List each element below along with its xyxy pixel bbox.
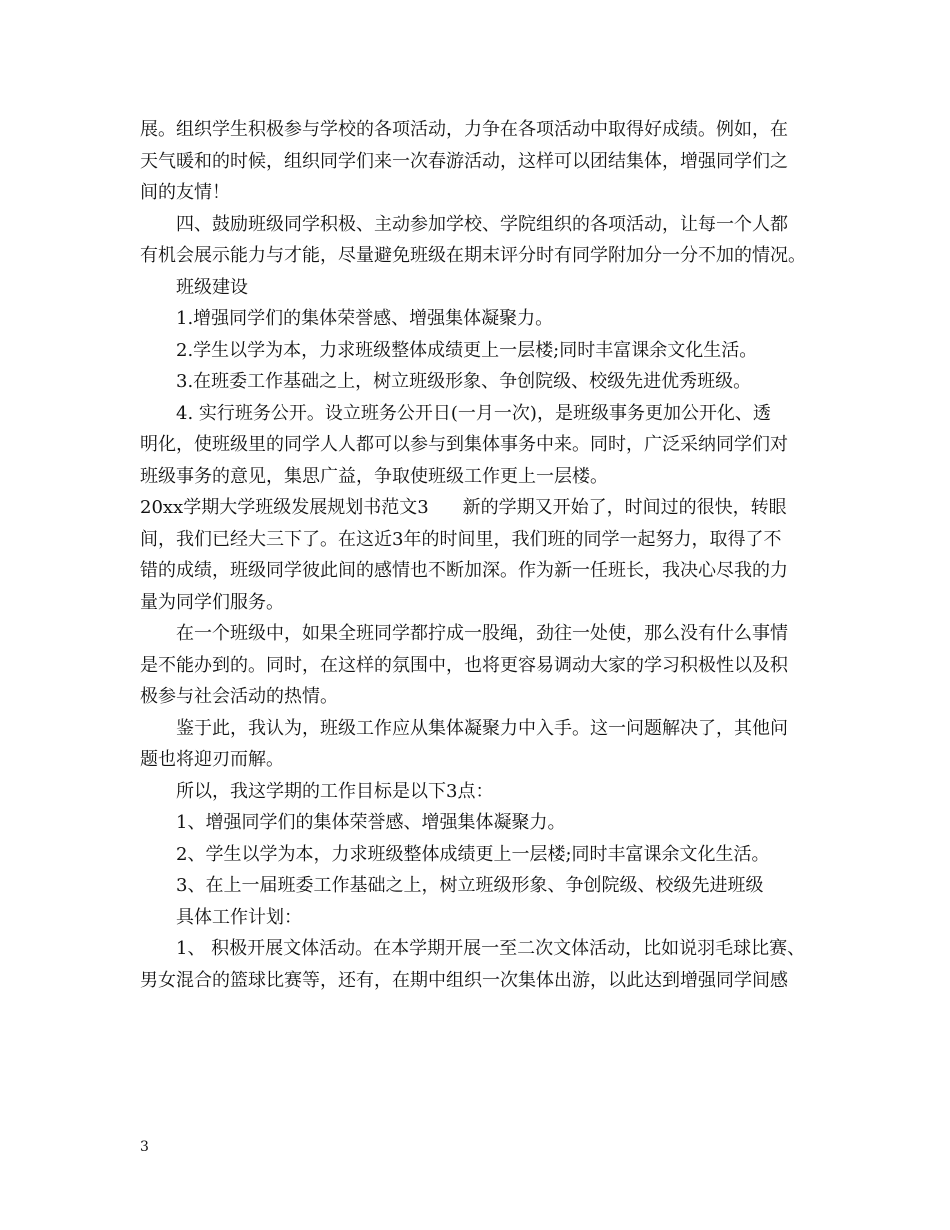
article-title: 20xx学期大学班级发展规划书范文3 (140, 497, 429, 518)
paragraph-start: 新的学期又开始了，时间过的很快，转眼 (462, 497, 787, 518)
paragraph-line: 四、鼓励班级同学积极、主动参加学校、学院组织的各项活动，让每一个人都 (176, 213, 788, 235)
paragraph-line: 班级事务的意见，集思广益，争取使班级工作更上一层楼。 (140, 465, 608, 487)
list-item: 1、增强同学们的集体荣誉感、增强集体凝聚力。 (176, 812, 566, 833)
paragraph-line: 间，我们已经大三下了。在这近3年的时间里，我们班的同学一起努力，取得了不 (140, 528, 782, 550)
section-heading: 班级建设 (176, 276, 248, 298)
list-item: 2、学生以学为本，力求班级整体成绩更上一层楼;同时丰富课余文化生活。 (176, 843, 770, 865)
list-item: 1.增强同学们的集体荣誉感、增强集体凝聚力。 (176, 308, 554, 329)
list-item: 3、在上一届班委工作基础之上，树立班级形象、争创院级、校级先进班级 (176, 875, 764, 896)
paragraph-line: 男女混合的篮球比赛等，还有，在期中组织一次集体出游，以此达到增强同学间感 (140, 969, 788, 991)
list-item: 3.在班委工作基础之上，树立班级形象、争创院级、校级先进优秀班级。 (176, 371, 752, 392)
paragraph-line: 明化，使班级里的同学人人都可以参与到集体事务中来。同时，广泛采纳同学们对 (140, 434, 788, 455)
paragraph-line: 是不能办到的。同时，在这样的氛围中，也将更容易调动大家的学习积极性以及积 (140, 654, 788, 676)
paragraph-line: 鉴于此，我认为，班级工作应从集体凝聚力中入手。这一问题解决了，其他问 (176, 717, 788, 739)
paragraph-line: 题也将迎刃而解。 (140, 749, 284, 770)
list-item: 2.学生以学为本，力求班级整体成绩更上一层楼;同时丰富课余文化生活。 (176, 339, 758, 361)
list-item: 1、 积极开展文体活动。在本学期开展一至二次文体活动，比如说羽毛球比赛、 (176, 938, 806, 959)
paragraph-line: 间的友情！ (140, 182, 230, 203)
paragraph-line: 极参与社会活动的热情。 (140, 686, 338, 707)
paragraph-line: 展。组织学生积极参与学校的各项活动，力争在各项活动中取得好成绩。例如，在 (140, 119, 788, 140)
list-item: 4. 实行班务公开。设立班务公开日(一月一次)，是班级事务更加公开化、透 (176, 402, 771, 424)
paragraph-line: 错的成绩，班级同学彼此间的感情也不断加深。作为新一任班长，我决心尽我的力 (140, 560, 788, 581)
paragraph-line: 在一个班级中，如果全班同学都拧成一股绳，劲往一处使，那么没有什么事情 (176, 623, 788, 644)
section-heading: 具体工作计划： (176, 906, 302, 928)
document-body (140, 114, 820, 996)
paragraph-line: 量为同学们服务。 (140, 591, 284, 613)
paragraph-line: 天气暖和的时候，组织同学们来一次春游活动，这样可以团结集体，增强同学们之 (140, 150, 788, 172)
page-number: 3 (140, 1139, 149, 1155)
paragraph-line: 所以，我这学期的工作目标是以下3点： (176, 780, 494, 802)
article-heading-line (140, 492, 820, 524)
paragraph-line: 有机会展示能力与才能，尽量避免班级在期末评分时有同学附加分一分不加的情况。 (140, 245, 806, 266)
